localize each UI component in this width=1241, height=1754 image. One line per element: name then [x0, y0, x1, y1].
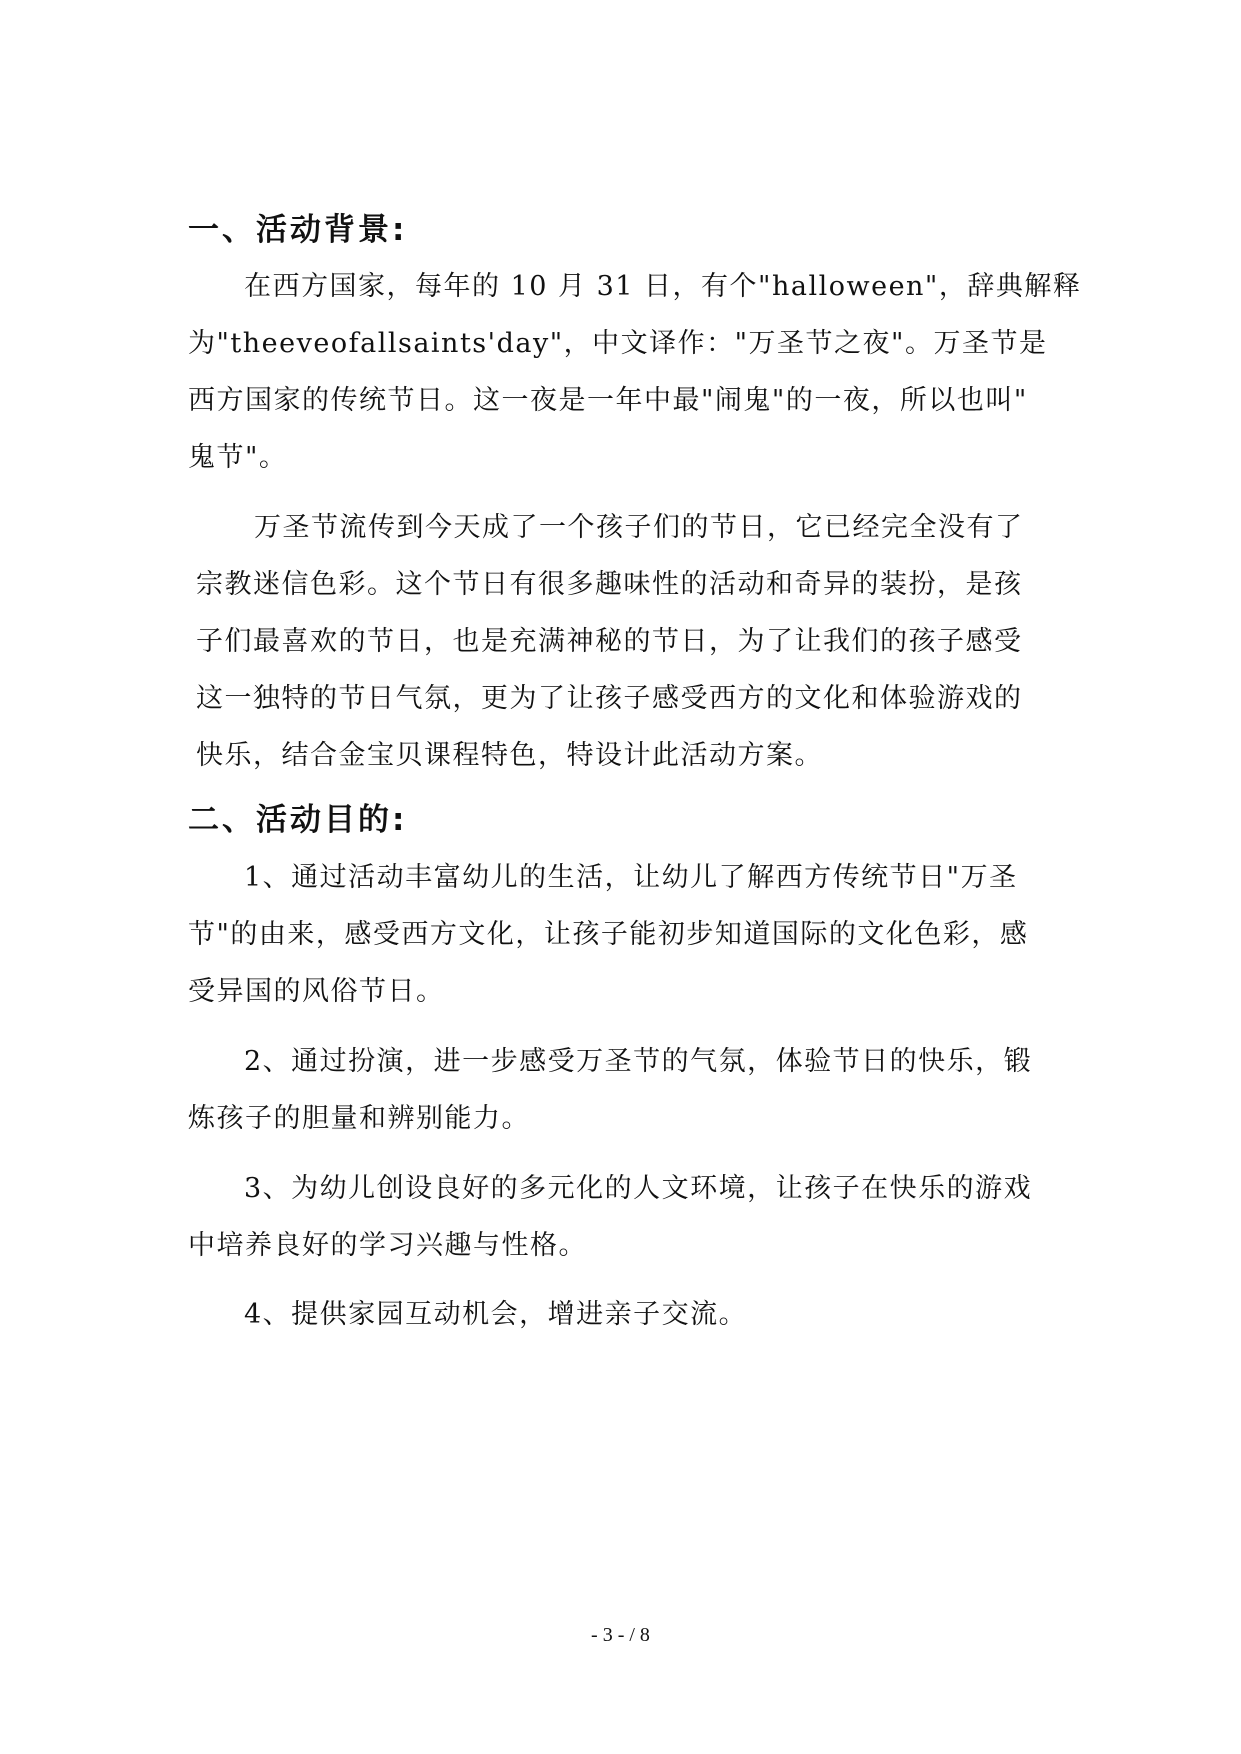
paragraph-line: 西方国家的传统节日。这一夜是一年中最"闹鬼"的一夜，所以也叫" — [188, 385, 1028, 416]
section-heading-background: 一、活动背景: — [188, 212, 408, 248]
paragraph-line: 宗教迷信色彩。这个节日有很多趣味性的活动和奇异的装扮，是孩 — [196, 569, 1023, 600]
paragraph-line: 2、通过扮演，进一步感受万圣节的气氛，体验节日的快乐，锻 — [244, 1046, 1033, 1077]
paragraph-line: 在西方国家，每年的 10 月 31 日，有个"halloween"，辞典解释 — [244, 271, 1082, 302]
paragraph-line: 节"的由来，感受西方文化，让孩子能初步知道国际的文化色彩，感 — [188, 919, 1029, 950]
paragraph-line: 受异国的风俗节日。 — [188, 976, 445, 1007]
paragraph-line: 中培养良好的学习兴趣与性格。 — [188, 1230, 587, 1261]
paragraph-line: 1、通过活动丰富幼儿的生活，让幼儿了解西方传统节日"万圣 — [244, 862, 1018, 893]
paragraph-line: 万圣节流传到今天成了一个孩子们的节日，它已经完全没有了 — [254, 512, 1024, 543]
paragraph-line: 炼孩子的胆量和辨别能力。 — [188, 1103, 530, 1134]
section-heading-purpose: 二、活动目的: — [188, 802, 408, 838]
page-number: - 3 - / 8 — [591, 1624, 650, 1646]
paragraph-line: 3、为幼儿创设良好的多元化的人文环境，让孩子在快乐的游戏 — [244, 1173, 1033, 1204]
paragraph-line: 这一独特的节日气氛，更为了让孩子感受西方的文化和体验游戏的 — [196, 683, 1023, 714]
paragraph-line: 4、提供家园互动机会，增进亲子交流。 — [244, 1299, 748, 1330]
paragraph-line: 快乐，结合金宝贝课程特色，特设计此活动方案。 — [196, 740, 823, 771]
paragraph-line: 鬼节"。 — [188, 442, 288, 473]
paragraph-line: 为"theeveofallsaints'day"，中文译作："万圣节之夜"。万圣节是 — [188, 328, 1048, 359]
paragraph-line: 子们最喜欢的节日，也是充满神秘的节日，为了让我们的孩子感受 — [196, 626, 1023, 657]
